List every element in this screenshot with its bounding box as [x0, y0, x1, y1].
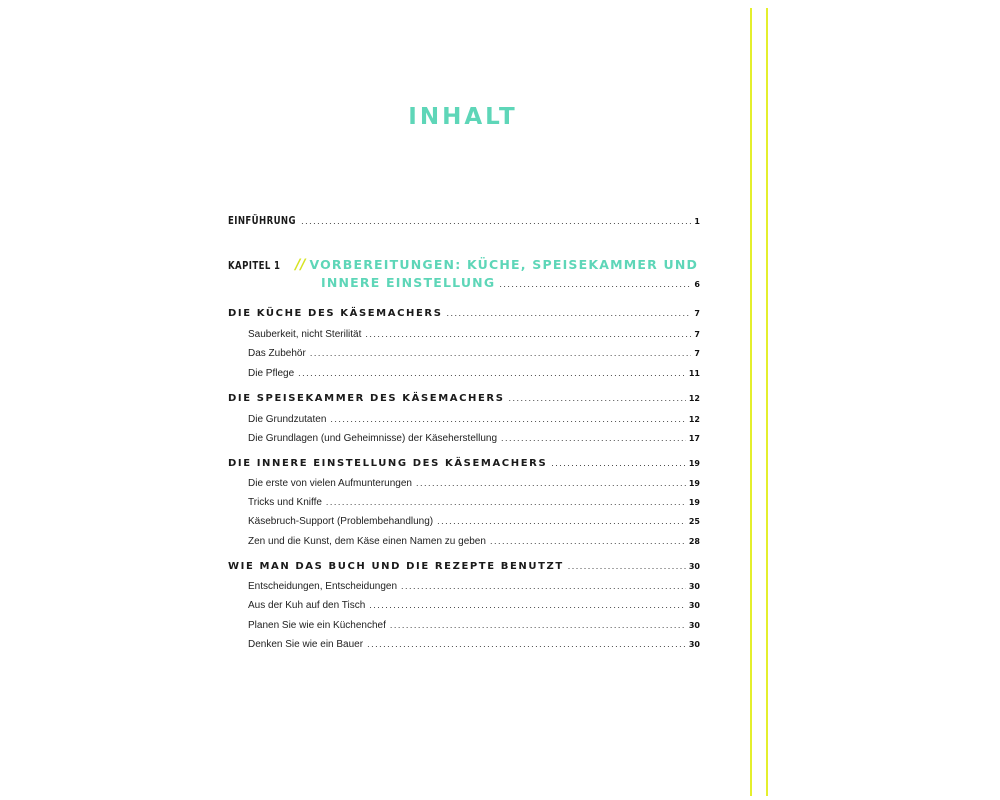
toc-subentry-label: Die erste von vielen Aufmunterungen: [248, 478, 412, 489]
toc-page-number: 30: [688, 621, 700, 630]
toc-subentry[interactable]: [248, 433, 700, 444]
toc-section[interactable]: [228, 308, 700, 319]
toc-page-number: 6: [694, 280, 700, 289]
toc-subentry[interactable]: [248, 329, 700, 340]
dot-leader: [499, 279, 691, 289]
toc-subentry-label: Entscheidungen, Entscheidungen: [248, 581, 398, 592]
toc-subentry-label: Die Pflege: [248, 368, 295, 379]
toc-subentry-label: Die Grundlagen (und Geheimnisse) der Käseherstellung: [248, 433, 498, 444]
page-title: INHALT: [408, 104, 518, 130]
toc-section-label: DIE INNERE EINSTELLUNG DES KÄSEMACHERS: [228, 458, 548, 469]
dot-leader: [367, 639, 686, 649]
toc-subentry[interactable]: [248, 581, 700, 592]
dot-leader: [365, 329, 691, 339]
dot-leader: [447, 308, 692, 318]
toc-subentry-label: Das Zubehör: [248, 348, 306, 359]
dot-leader: [301, 216, 691, 226]
toc-page-number: 25: [688, 517, 700, 526]
toc-section-label: DIE SPEISEKAMMER DES KÄSEMACHERS: [228, 393, 505, 404]
dot-leader: [551, 458, 686, 468]
toc-section-label: DIE KÜCHE DES KÄSEMACHERS: [228, 308, 443, 319]
toc-subentry[interactable]: [248, 414, 700, 425]
toc-subentry-label: Aus der Kuh auf den Tisch: [248, 600, 366, 611]
chapter-separator: //: [295, 257, 306, 273]
dot-leader: [330, 414, 685, 424]
toc-subentry-label: Denken Sie wie ein Bauer: [248, 639, 364, 650]
toc-subentry-label: Tricks und Kniffe: [248, 497, 322, 508]
toc-page-number: 7: [694, 309, 700, 318]
toc-subentry-label: Planen Sie wie ein Küchenchef: [248, 620, 386, 631]
toc-page-number: 19: [688, 498, 700, 507]
toc-subentry[interactable]: [248, 368, 700, 379]
dot-leader: [437, 516, 686, 526]
toc-page-number: 30: [688, 601, 700, 610]
toc-page-number: 1: [694, 217, 700, 226]
toc-section-label: WIE MAN DAS BUCH UND DIE REZEPTE BENUTZT: [228, 561, 564, 572]
dot-leader: [310, 348, 692, 358]
dot-leader: [416, 478, 686, 488]
chapter-title-line1: VORBEREITUNGEN: KÜCHE, SPEISEKAMMER UND: [309, 257, 699, 272]
toc-subentry[interactable]: [248, 497, 700, 508]
dot-leader: [509, 393, 686, 403]
toc-subentry[interactable]: [248, 348, 700, 359]
toc-section[interactable]: [228, 458, 700, 469]
dot-leader: [369, 600, 686, 610]
chapter-title-line2: INNERE EINSTELLUNG: [321, 275, 496, 290]
toc-page-number: 19: [688, 459, 700, 468]
toc-page-number: 12: [688, 394, 700, 403]
toc-section[interactable]: [228, 393, 700, 404]
toc-subentry[interactable]: [248, 536, 700, 547]
toc-page-number: 7: [694, 330, 700, 339]
dot-leader: [490, 536, 686, 546]
dot-leader: [326, 497, 686, 507]
toc-section[interactable]: [228, 561, 700, 572]
dot-leader: [401, 581, 686, 591]
toc-subentry[interactable]: [248, 516, 700, 527]
dot-leader: [298, 368, 686, 378]
toc-subentry[interactable]: [248, 478, 700, 489]
chapter-number: KAPITEL 1: [228, 259, 281, 272]
toc-subentry[interactable]: [248, 639, 700, 650]
toc-subentry-label: Die Grundzutaten: [248, 414, 327, 425]
dot-leader: [501, 433, 686, 443]
dot-leader: [390, 620, 686, 630]
toc-subentry-label: Sauberkeit, nicht Sterilität: [248, 329, 362, 340]
toc-page-number: 30: [688, 582, 700, 591]
toc-subentry-label: Zen und die Kunst, dem Käse einen Namen zu geben: [248, 536, 486, 547]
toc-page-number: 30: [688, 640, 700, 649]
dot-leader: [568, 561, 686, 571]
toc-page-number: 28: [688, 537, 700, 546]
toc-page-number: 7: [694, 349, 700, 358]
toc-subentry[interactable]: [248, 600, 700, 611]
toc-page-number: 12: [688, 415, 700, 424]
toc-entry-label: EINFÜHRUNG: [228, 214, 296, 227]
toc-page-number: 17: [688, 434, 700, 443]
toc-page-number: 19: [688, 479, 700, 488]
toc-entry-intro[interactable]: [228, 214, 700, 227]
toc-subentry-label: Käsebruch-Support (Problembehandlung): [248, 516, 434, 527]
toc-page-number: 30: [688, 562, 700, 571]
toc-page-number: 11: [688, 369, 700, 378]
toc-subentry[interactable]: [248, 620, 700, 631]
